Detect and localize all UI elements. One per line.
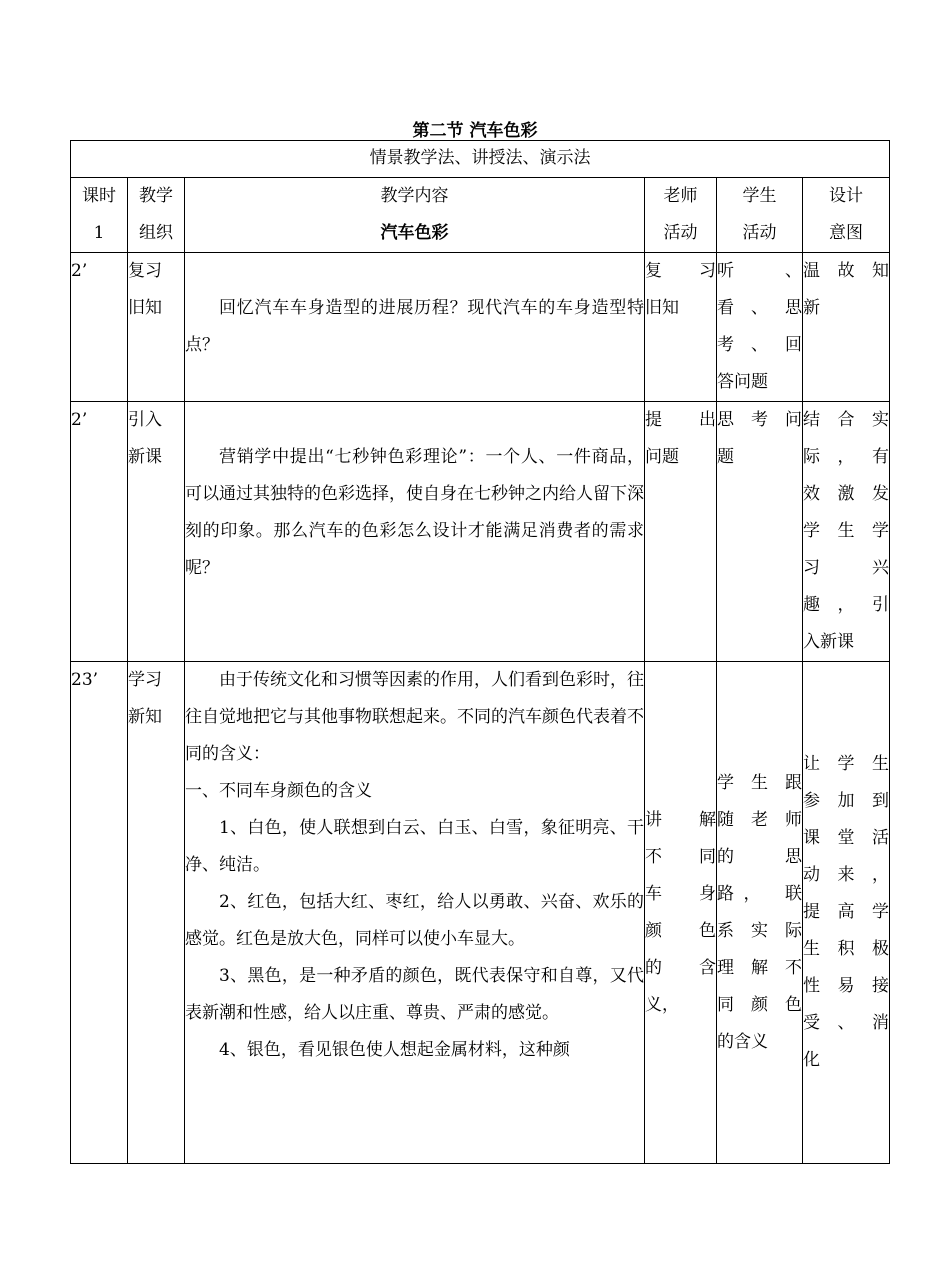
teacher-line: 车 身	[645, 883, 716, 904]
teacher-line: 提 出	[645, 410, 716, 430]
header-design-line-1: 设计	[829, 186, 863, 206]
row-design-intent	[803, 662, 890, 1164]
table-row	[71, 662, 890, 1164]
design-line: 参 加 到	[803, 791, 889, 811]
teacher-line: 不 同	[645, 846, 716, 867]
content-paragraph: 4、银色，看见银色使人想起金属材料，这种颜	[219, 1040, 570, 1060]
header-row	[71, 178, 890, 253]
row-content	[185, 253, 645, 402]
lesson-plan-table	[70, 140, 890, 1164]
row-teacher-activity	[645, 402, 717, 662]
organization-line: 新课	[128, 447, 162, 467]
teacher-line: 颜 色	[645, 920, 716, 941]
methods-row	[71, 141, 890, 178]
student-line: 随 老 师	[717, 809, 802, 830]
design-line: 入新课	[803, 632, 854, 652]
header-teacher-line-1: 老师	[663, 186, 698, 206]
student-line: 路， 联	[717, 883, 802, 904]
organization-line: 旧知	[128, 298, 162, 318]
student-line: 听 、	[717, 261, 802, 281]
header-student-line-1: 学生	[742, 186, 777, 206]
table-row	[71, 402, 890, 662]
design-line: 提 高 学	[803, 902, 889, 922]
header-design-intent	[803, 178, 890, 253]
header-content-label: 教学内容	[380, 186, 449, 206]
design-line: 际 ， 有	[803, 447, 889, 467]
design-line: 学 生 学	[803, 521, 889, 541]
content-paragraph: 营销学中提出“七秒钟色彩理论”：一个人、一件商品，可以通过其独特的色彩选择，使自身在七秒钟之内给人留下深刻的印象。那么汽车的色彩怎么设计才能满足消费者的需求呢？	[185, 447, 644, 578]
row-teacher-activity	[645, 662, 717, 1164]
student-line: 思 考 问	[717, 410, 802, 430]
header-student-line-2: 活动	[742, 223, 777, 243]
design-line: 课 堂 活	[803, 828, 889, 848]
design-line: 结 合 实	[803, 410, 889, 430]
row-time: 2’	[71, 253, 128, 402]
row-student-activity	[717, 253, 803, 402]
design-line: 新	[803, 298, 820, 318]
student-line: 题	[717, 447, 734, 467]
row-design-intent	[803, 253, 890, 402]
table-row	[71, 253, 890, 402]
row-organization	[128, 402, 185, 662]
student-line: 同 颜 色	[717, 994, 802, 1015]
teacher-line: 讲 解	[645, 809, 716, 830]
teacher-line: 义，	[645, 994, 679, 1015]
student-line: 看 、 思	[717, 298, 802, 318]
organization-line: 引入	[128, 410, 162, 430]
header-teacher-activity	[645, 178, 717, 253]
design-line: 效 激 发	[803, 484, 889, 504]
row-teacher-activity	[645, 253, 717, 402]
content-paragraph: 回忆汽车车身造型的进展历程？现代汽车的车身造型特点？	[185, 298, 644, 355]
row-time: 2’	[71, 402, 128, 662]
organization-line: 新知	[128, 707, 162, 727]
content-paragraph: 2、红色，包括大红、枣红，给人以勇敢、兴奋、欢乐的感觉。红色是放大色，同样可以使小车显大。	[185, 892, 644, 949]
header-content-topic: 汽车色彩	[380, 223, 449, 243]
row-design-intent	[803, 402, 890, 662]
teacher-line: 旧知	[645, 298, 679, 318]
student-line: 考 、 回	[717, 335, 802, 355]
organization-line: 复习	[128, 261, 162, 281]
design-line: 化	[803, 1050, 820, 1070]
row-content	[185, 662, 645, 1164]
row-time: 23’	[71, 662, 128, 1164]
teacher-line: 复 习	[645, 261, 716, 281]
design-line: 趣 ， 引	[803, 595, 889, 615]
header-organization	[128, 178, 185, 253]
header-period-number: 1	[93, 223, 105, 243]
design-line: 让 学 生	[803, 754, 889, 774]
content-heading: 一、不同车身颜色的含义	[185, 781, 372, 801]
row-student-activity	[717, 402, 803, 662]
student-line: 理 解 不	[717, 957, 802, 978]
content-paragraph: 3、黑色，是一种矛盾的颜色，既代表保守和自尊，又代表新潮和性感，给人以庄重、尊贵、严肃的感觉。	[185, 966, 644, 1023]
row-content	[185, 402, 645, 662]
header-content	[185, 178, 645, 253]
header-design-line-2: 意图	[829, 223, 863, 243]
row-student-activity	[717, 662, 803, 1164]
design-line: 性 易 接	[803, 976, 889, 996]
teaching-methods: 情景教学法、讲授法、演示法	[71, 141, 890, 178]
header-student-activity	[717, 178, 803, 253]
student-line: 学 生 跟	[717, 772, 802, 793]
header-period-label: 课时	[82, 186, 116, 206]
header-period	[71, 178, 128, 253]
design-line: 动 来 ，	[803, 865, 889, 885]
header-organization-line-2: 组织	[139, 223, 173, 243]
student-line: 系 实 际	[717, 920, 802, 941]
design-line: 习 兴	[803, 558, 889, 578]
header-teacher-line-2: 活动	[663, 223, 698, 243]
organization-line: 学习	[128, 670, 162, 690]
row-organization	[128, 253, 185, 402]
row-organization	[128, 662, 185, 1164]
content-paragraph: 1、白色，使人联想到白云、白玉、白雪，象征明亮、干净、纯洁。	[185, 818, 644, 875]
student-line: 的 思	[717, 846, 802, 867]
design-line: 温 故 知	[803, 261, 889, 281]
student-line: 答问题	[717, 372, 768, 392]
teacher-line: 的 含	[645, 957, 716, 978]
teacher-line: 问题	[645, 447, 679, 467]
content-paragraph: 由于传统文化和习惯等因素的作用，人们看到色彩时，往往自觉地把它与其他事物联想起来。不同的汽车颜色代表着不同的含义：	[185, 670, 644, 764]
page-title: 第二节 汽车色彩	[412, 121, 538, 141]
student-line: 的含义	[717, 1031, 768, 1052]
header-organization-line-1: 教学	[139, 186, 173, 206]
design-line: 生 积 极	[803, 939, 889, 959]
design-line: 受 、 消	[803, 1013, 889, 1033]
